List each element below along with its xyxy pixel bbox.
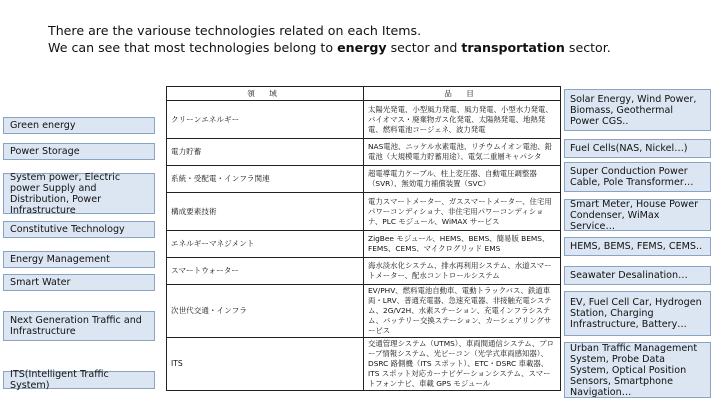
right-label-urban-traffic: Urban Traffic Management System, Probe Data System, Optical Position Sensors, Smartphone Navigation…: [564, 342, 711, 398]
items-cell: EV/PHV、燃料電池自動車、電動トラックバス、鉄道車両・LRV、普通充電器、急速充電器、非接触充電システム、2G/V2H、水素ステーション、充電インフラシステム、バッテリー交換ステーション、カーシェアリングサービス: [364, 285, 561, 338]
sector-cell: エネルギーマネジメント: [167, 231, 364, 258]
intro-bold-energy: energy: [337, 39, 387, 55]
items-cell: 超電導電力ケーブル、柱上変圧器、自動電圧調整器（SVR）、無効電力補償装置（SVC）: [364, 166, 561, 193]
items-cell: 電力スマートメーター、ガススマートメーター、住宅用パワーコンディショナ、非住宅用パワーコンディショナ、PLC モジュール、WiMAX サービス: [364, 193, 561, 231]
items-cell: 太陽光発電、小型風力発電、風力発電、小型水力発電、バイオマス・廃棄物ガス化発電、太陽熱発電、地熱発電、燃料電池コージェネ、波力発電: [364, 101, 561, 139]
table-header-row: [167, 87, 561, 101]
right-label-ev: EV, Fuel Cell Car, Hydrogen Station, Charging Infrastructure, Battery…: [564, 291, 711, 336]
left-label-smart-water: Smart Water: [3, 274, 155, 291]
header-items: 品 目: [364, 87, 561, 101]
sector-cell: 系統・受配電・インフラ関連: [167, 166, 364, 193]
sector-cell: 構成要素技術: [167, 193, 364, 231]
left-label-constitutive-technology: Constitutive Technology: [3, 221, 155, 238]
left-label-power-storage: Power Storage: [3, 143, 155, 160]
table-row: [167, 285, 561, 338]
sector-cell: クリーンエネルギー: [167, 101, 364, 139]
table-row: [167, 139, 561, 166]
intro-line-2-pre: We can see that most technologies belong to: [48, 39, 338, 55]
right-label-super-conduction: Super Conduction Power Cable, Pole Transformer…: [564, 162, 711, 192]
table-row: [167, 231, 561, 258]
intro-line-2: [48, 40, 668, 57]
items-cell: ZigBee モジュール、HEMS、BEMS、簡易版 BEMS、FEMS、CEMS、マイクログリッド EMS: [364, 231, 561, 258]
sector-cell: スマートウォーター: [167, 258, 364, 285]
table-row: [167, 166, 561, 193]
intro-line-1: There are the variouse technologies related on each Items.: [48, 23, 422, 38]
items-cell: NAS電池、ニッケル水素電池、リチウムイオン電池、鉛電池（大規模電力貯蓄用途）、電気二重層キャパシタ: [364, 139, 561, 166]
right-label-seawater: Seawater Desalination…: [564, 266, 711, 285]
left-label-next-generation-traffic: Next Generation Traffic and Infrastructure: [3, 311, 155, 341]
right-label-smart-meter: Smart Meter, House Power Condenser, WiMax Service…: [564, 199, 711, 231]
table-row: [167, 338, 561, 391]
intro-text: [48, 23, 668, 56]
items-cell: 交通管理システム（UTMS）、車両間通信システム、プローブ情報システム、光ビーコン（光学式車両感知器）、DSRC 路側機（ITS スポット）、ETC・DSRC 車載器、ITS スポット対応カーナビゲーションシステム、スマートフォンナビ、車載 GPS モジュール: [364, 338, 561, 391]
intro-line-2-post: sector.: [564, 39, 611, 55]
technology-table: [166, 86, 561, 391]
header-sector: 領 域: [167, 87, 364, 101]
sector-cell: 電力貯蓄: [167, 139, 364, 166]
sector-cell: ITS: [167, 338, 364, 391]
left-label-energy-management: Energy Management: [3, 251, 155, 268]
intro-line-2-mid: sector and: [386, 39, 462, 55]
sector-cell: 次世代交通・インフラ: [167, 285, 364, 338]
right-label-solar-energy: Solar Energy, Wind Power, Biomass, Geothermal Power CGS..: [564, 89, 711, 131]
left-label-system-power: System power, Electric power Supply and Distribution, Power Infrastructure: [3, 173, 155, 214]
items-cell: 海水淡水化システム、排水再利用システム、水道スマートメーター、配水コントロールシステム: [364, 258, 561, 285]
table-row: [167, 258, 561, 285]
table-row: [167, 193, 561, 231]
right-label-hems: HEMS, BEMS, FEMS, CEMS..: [564, 237, 711, 256]
table-row: [167, 101, 561, 139]
right-label-fuel-cells: Fuel Cells(NAS, Nickel…): [564, 139, 711, 158]
intro-bold-transportation: transportation: [461, 39, 565, 55]
left-label-its: ITS(Intelligent Traffic System): [3, 371, 155, 389]
left-label-green-energy: Green energy: [3, 117, 155, 134]
